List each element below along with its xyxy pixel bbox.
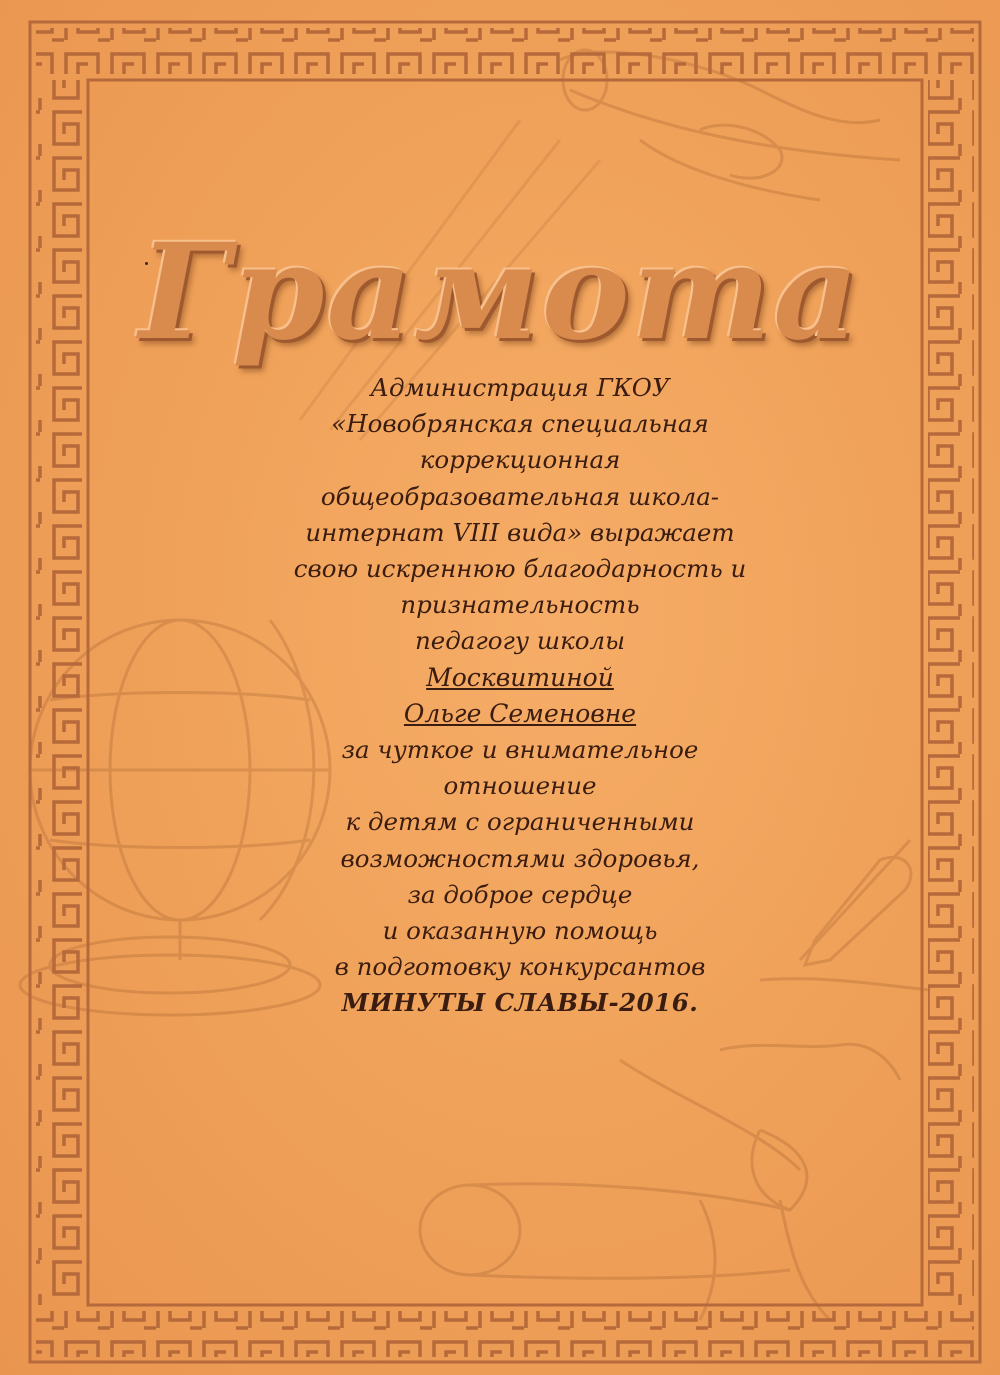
reason-line: к детям с ограниченными <box>345 807 695 837</box>
certificate-title: Грамота <box>139 215 861 370</box>
reason-line: возможностями здоровья, <box>340 843 700 873</box>
reason-line: за доброе сердце <box>407 879 633 909</box>
text-line: общеобразовательная школа- <box>320 481 720 511</box>
reason-line: отношение <box>443 771 597 801</box>
recipient-name-text: Ольге Семеновне <box>403 698 637 728</box>
text-line: признательность <box>400 590 640 620</box>
text-line: педагогу школы <box>414 626 626 656</box>
reason-line: и оказанную помощь <box>382 916 658 946</box>
recipient-surname <box>240 660 800 696</box>
reason-line: в подготовку конкурсантов <box>334 952 706 982</box>
event-name: МИНУТЫ СЛАВЫ-2016. <box>341 988 699 1018</box>
text-line: коррекционная <box>419 445 621 475</box>
text-line: интернат VIII вида» выражает <box>305 517 735 547</box>
text-line: «Новобрянская специальная <box>331 409 709 439</box>
text-line: свою искреннюю благодарность и <box>293 554 747 584</box>
recipient-name <box>240 696 800 732</box>
reason-line: за чуткое и внимательное <box>341 735 699 765</box>
certificate-text <box>240 370 800 1022</box>
recipient-surname-text: Москвитиной <box>426 662 614 692</box>
text-line: Администрация ГКОУ <box>370 373 670 402</box>
